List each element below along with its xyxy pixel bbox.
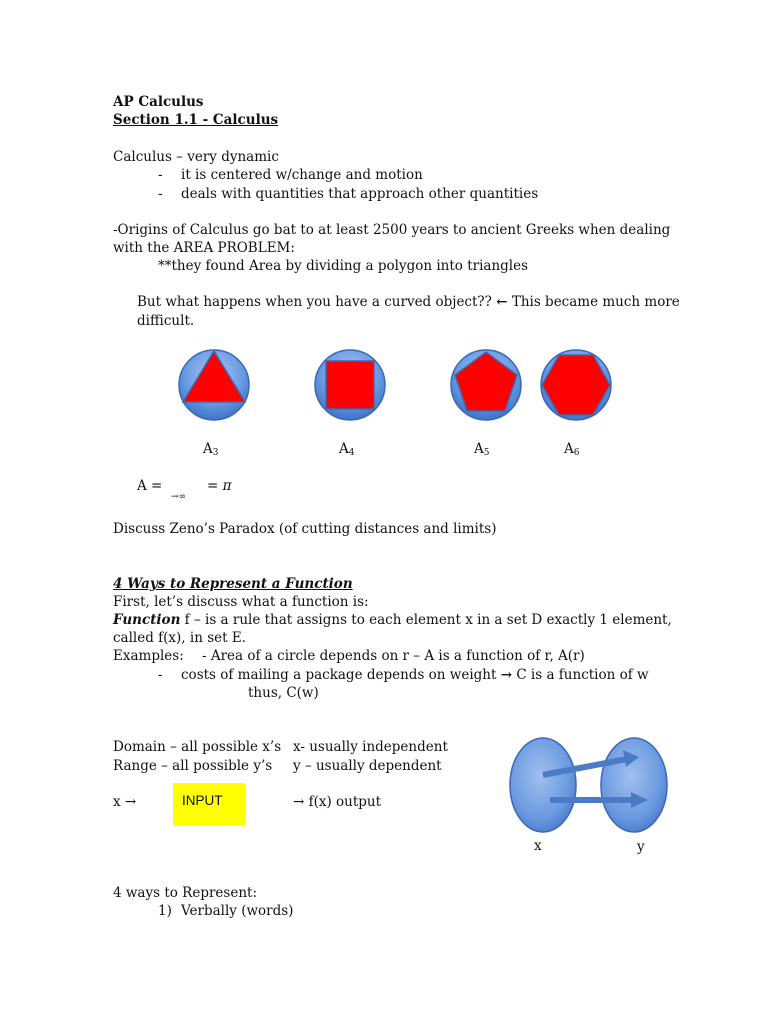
- ways-item: Verbally (words): [181, 903, 294, 919]
- domain-note: x- usually independent: [293, 739, 448, 755]
- ways-heading: 4 ways to Represent:: [113, 885, 257, 901]
- circle-pentagon-icon: [451, 350, 521, 420]
- range-line: Range – all possible y’s: [113, 758, 273, 774]
- definition-term: Function: [113, 612, 181, 628]
- circle-square-icon: [315, 350, 385, 420]
- input-box: [173, 783, 245, 825]
- input-label: INPUT: [182, 793, 223, 808]
- curved-question-line2: difficult.: [137, 313, 195, 329]
- curved-question: [137, 293, 680, 311]
- ways-item-number: 1): [158, 903, 172, 919]
- formula-lhs: A =: [137, 478, 163, 494]
- circle-hexagon-icon: [541, 350, 611, 420]
- domain-ellipse: [510, 738, 576, 832]
- bullet-dash: -: [158, 667, 163, 683]
- zeno-line: Discuss Zeno’s Paradox (of cutting distances and limits): [113, 521, 497, 537]
- polygon-label-a3: $A_3$: [203, 441, 219, 458]
- functions-heading: 4 Ways to Represent a Function: [113, 576, 353, 592]
- output-label: → f(x) output: [293, 794, 382, 810]
- definition-text: f – is a rule that assigns to each element x in a set D exactly 1 element,: [180, 612, 672, 628]
- curved-question-text: But what happens when you have a curved object??: [137, 294, 492, 310]
- bullet-dash: -: [158, 167, 163, 183]
- bullet-dash: -: [158, 186, 163, 202]
- diagram-x-label: x: [534, 838, 542, 854]
- inscribed-polygons-figure: [170, 345, 620, 425]
- intro-line: Calculus – very dynamic: [113, 149, 279, 165]
- mapping-diagram: [505, 735, 675, 835]
- formula-rhs: = π: [207, 478, 232, 494]
- example-text: - Area of a circle depends on r – A is a function of r, A(r): [202, 648, 585, 664]
- functions-intro: First, let’s discuss what a function is:: [113, 594, 369, 610]
- example-text: costs of mailing a package depends on weight → C is a function of w: [181, 667, 649, 683]
- origins-line: with the AREA PROBLEM:: [113, 240, 295, 256]
- section-title: Section 1.1 - Calculus: [113, 112, 279, 128]
- origins-line: -Origins of Calculus go bat to at least 2500 years to ancient Greeks when dealing: [113, 222, 671, 238]
- bullet-text: deals with quantities that approach other quantities: [181, 186, 539, 202]
- example-text-line2: thus, C(w): [248, 685, 319, 701]
- range-note: y – usually dependent: [293, 758, 442, 774]
- polygon-label-a5: $A_5$: [474, 441, 490, 458]
- input-x-arrow: x →: [113, 794, 137, 810]
- circle-triangle-icon: [179, 350, 249, 420]
- bullet-text: it is centered w/change and motion: [181, 167, 423, 183]
- range-ellipse: [601, 738, 667, 832]
- function-definition-line2: called f(x), in set E.: [113, 630, 246, 646]
- domain-line: Domain – all possible x’s: [113, 739, 282, 755]
- polygon-label-a4: $A_4$: [339, 441, 355, 458]
- right-arrow-icon: →: [500, 667, 513, 683]
- function-definition: [113, 611, 672, 629]
- page-title: AP Calculus: [113, 94, 204, 110]
- polygon-label-a6: $A_6$: [564, 441, 580, 458]
- left-arrow-icon: ←: [496, 294, 508, 310]
- curved-question-text-b: This became much more: [511, 294, 680, 310]
- examples-label: Examples:: [113, 648, 184, 664]
- origins-note: **they found Area by dividing a polygon into triangles: [158, 258, 529, 274]
- diagram-y-label: y: [637, 839, 645, 855]
- formula-limit: →∞: [171, 492, 187, 502]
